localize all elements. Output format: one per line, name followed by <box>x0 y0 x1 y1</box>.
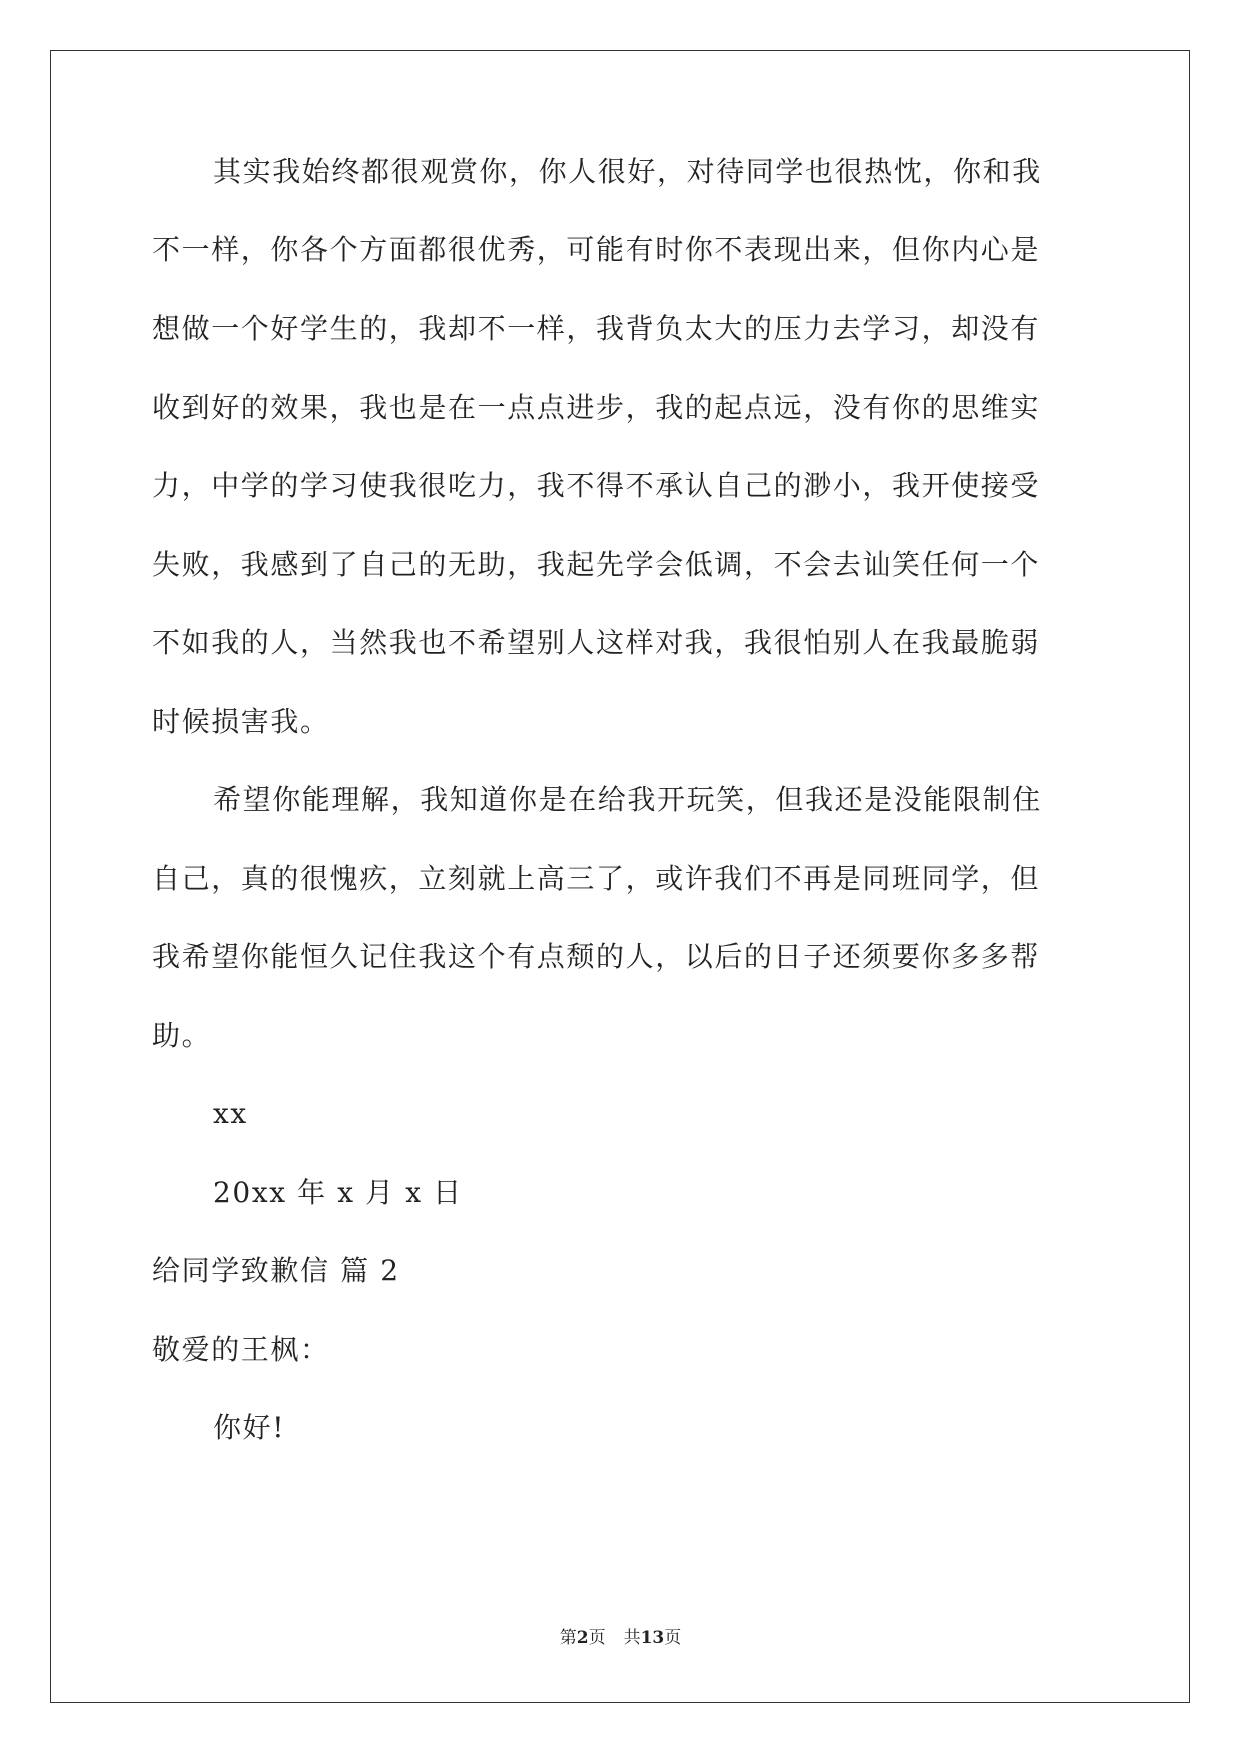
greeting: 你好! <box>213 1411 286 1444</box>
paragraph-line: 其实我始终都很观赏你，你人很好，对待同学也很热忱，你和我 <box>213 155 1042 188</box>
section-heading: 给同学致歉信 篇 2 <box>152 1254 400 1287</box>
total-label-suffix: 页 <box>664 1628 682 1648</box>
paragraph-line: 失败，我感到了自己的无助，我起先学会低调，不会去讪笑任何一个 <box>152 548 1041 581</box>
paragraph-line: 力，中学的学习使我很吃力，我不得不承认自己的渺小，我开使接受 <box>152 469 1041 502</box>
paragraph-line: 不如我的人，当然我也不希望别人这样对我，我很怕别人在我最脆弱 <box>152 626 1041 659</box>
paragraph-line: 助。 <box>152 1019 212 1052</box>
paragraph-line: 时候损害我。 <box>152 705 330 738</box>
total-label-prefix: 共 <box>623 1628 641 1648</box>
paragraph-line: 自己，真的很愧疚，立刻就上高三了，或许我们不再是同班同学，但 <box>152 862 1041 895</box>
total-pages: 13 <box>640 1628 665 1648</box>
paragraph-line: 我希望你能恒久记住我这个有点颓的人，以后的日子还须要你多多帮 <box>152 940 1041 973</box>
salutation: 敬爱的王枫： <box>152 1333 330 1366</box>
page-number: 2 <box>576 1628 589 1648</box>
signature-date: 20xx 年 x 月 x 日 <box>213 1176 463 1209</box>
paragraph-line: 希望你能理解，我知道你是在给我开玩笑，但我还是没能限制住 <box>213 783 1042 816</box>
paragraph-line: 收到好的效果，我也是在一点点进步，我的起点远，没有你的思维实 <box>152 391 1041 424</box>
page-label-prefix: 第 <box>559 1628 577 1648</box>
signature-name: xx <box>213 1097 248 1130</box>
page-label-suffix: 页 <box>588 1628 606 1648</box>
paragraph-line: 想做一个好学生的，我却不一样，我背负太大的压力去学习，却没有 <box>152 312 1041 345</box>
paragraph-line: 不一样，你各个方面都很优秀，可能有时你不表现出来，但你内心是 <box>152 233 1041 266</box>
page-footer <box>0 1627 1241 1649</box>
